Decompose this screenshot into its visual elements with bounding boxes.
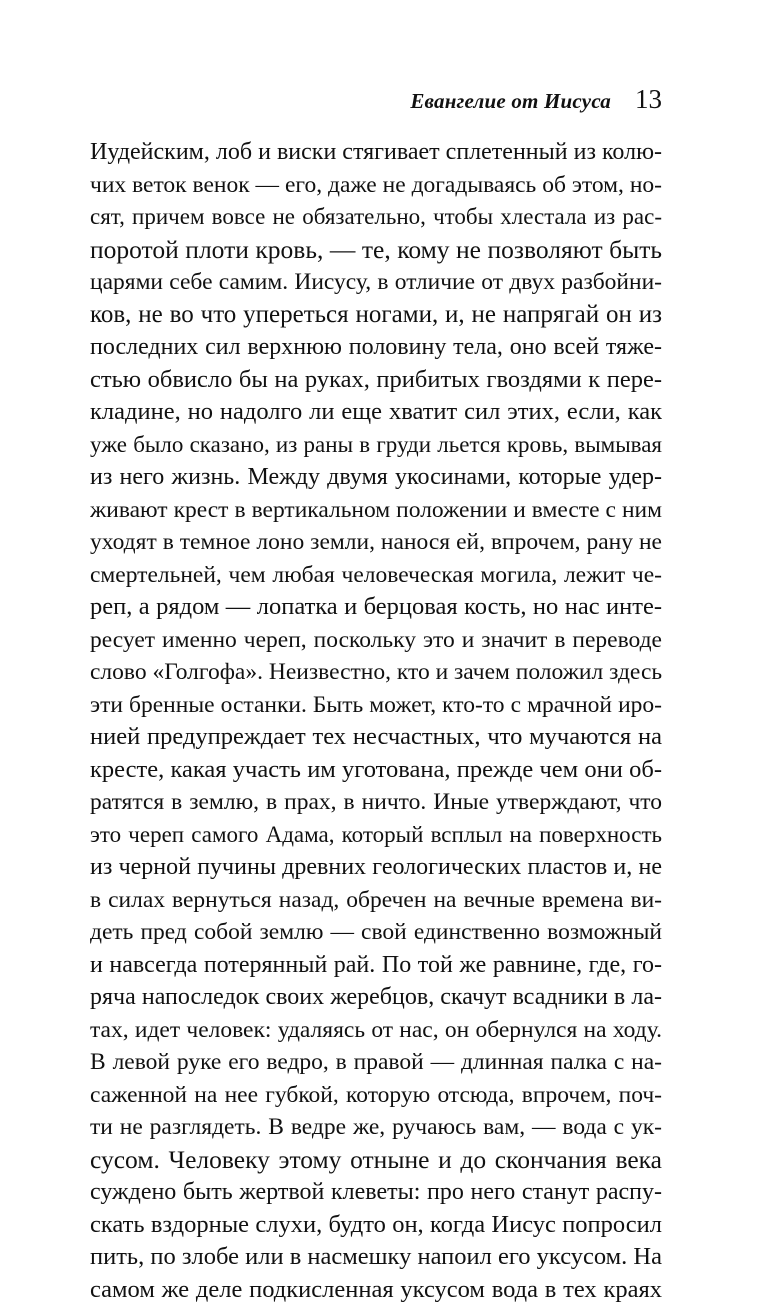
text-line: стью обвисло бы на руках, прибитых гвоздями к пере- [90,364,662,397]
text-line: ратятся в землю, в прах, в ничто. Иные утверждают, что [90,786,662,819]
text-line: сят, причем вовсе не обязательно, чтобы хлестала из рас- [90,201,662,234]
text-line: уже было сказано, из раны в груди льется кровь, вымывая [90,429,662,462]
text-line: из черной пучины древних геологических пластов и, не [90,851,662,884]
text-line: реп, а рядом — лопатка и берцовая кость, но нас инте- [90,591,662,624]
text-line: тах, идет человек: удаляясь от нас, он обернулся на ходу. [90,1014,662,1047]
text-line: слово «Голгофа». Неизвестно, кто и зачем положил здесь [90,656,662,689]
text-line: царями себе самим. Иисусу, в отличие от двух разбойни- [90,266,662,299]
page-number: 13 [635,84,662,115]
text-line: скать вздорные слухи, будто он, когда Иисус попросил [90,1209,662,1242]
text-line: пить, по злобе или в насмешку напоил его уксусом. На [90,1241,662,1274]
text-line: В левой руке его ведро, в правой — длинная палка с на- [90,1046,662,1079]
body-text [90,136,662,1306]
text-line: суждено быть жертвой клеветы: про него станут распу- [90,1176,662,1209]
text-line: из него жизнь. Между двумя укосинами, которые удер- [90,461,662,494]
text-line: это череп самого Адама, который всплыл на поверхность [90,819,662,852]
text-line: чих веток венок — его, даже не догадываясь об этом, но- [90,169,662,202]
text-line: деть пред собой землю — свой единственно возможный [90,916,662,949]
text-line: ков, не во что упереться ногами, и, не напрягай он из [90,299,662,332]
text-line: ресует именно череп, поскольку это и значит в переводе [90,624,662,657]
text-line: живают крест в вертикальном положении и вместе с ним [90,494,662,527]
text-line: сусом. Человеку этому отныне и до скончания века [90,1144,662,1177]
text-line: эти бренные останки. Быть может, кто-то с мрачной иро- [90,689,662,722]
text-line: кресте, какая участь им уготована, прежде чем они об- [90,754,662,787]
text-line: и навсегда потерянный рай. По той же равнине, где, го- [90,949,662,982]
running-header [90,84,662,115]
text-line: кладине, но надолго ли еще хватит сил этих, если, как [90,396,662,429]
text-line: саженной на нее губкой, которую отсюда, впрочем, поч- [90,1079,662,1112]
text-line: уходят в темное лоно земли, нанося ей, впрочем, рану не [90,526,662,559]
text-line: смертельней, чем любая человеческая могила, лежит че- [90,559,662,592]
text-line: ти не разглядеть. В ведре же, ручаюсь вам, — вода с ук- [90,1111,662,1144]
running-title: Евангелие от Иисуса [410,89,611,114]
text-line: самом же деле подкисленная уксусом вода в тех краях [90,1274,662,1306]
text-line: поротой плоти кровь, — те, кому не позволяют быть [90,234,662,267]
text-line: ряча напоследок своих жеребцов, скачут всадники в ла- [90,981,662,1014]
text-line: нией предупреждает тех несчастных, что мучаются на [90,721,662,754]
text-line: в силах вернуться назад, обречен на вечные времена ви- [90,884,662,917]
text-line: последних сил верхнюю половину тела, оно всей тяже- [90,331,662,364]
text-line: Иудейским, лоб и виски стягивает сплетенный из колю- [90,136,662,169]
